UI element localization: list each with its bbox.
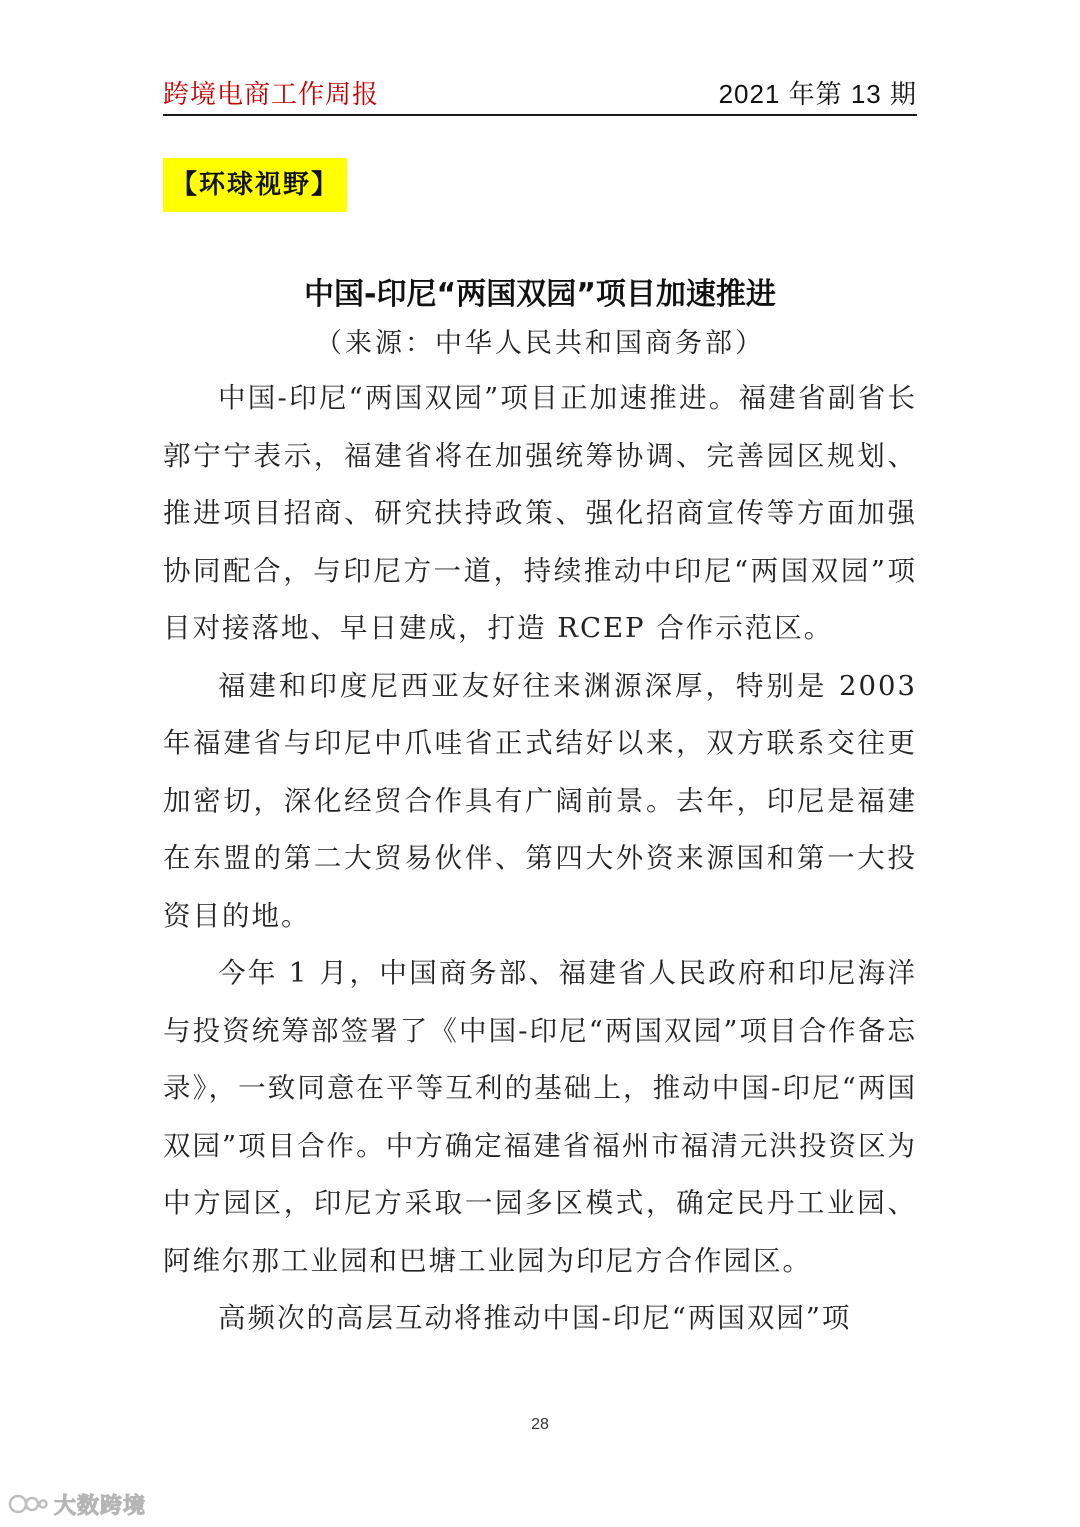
section-tag: 【环球视野】 (163, 158, 347, 212)
publication-title: 跨境电商工作周报 (163, 79, 380, 109)
header-divider (163, 114, 917, 116)
watermark (8, 1486, 146, 1522)
watermark-text: 大数跨境 (54, 1493, 147, 1519)
page-header (163, 76, 917, 112)
article-title: 中国-印尼“两国双园”项目加速推进 (304, 277, 776, 312)
paragraph: 中国-印尼“两国双园”项目正加速推进。福建省副省长郭宁宁表示，福建省将在加强统筹协调、完善园区规划、推进项目招商、研究扶持政策、强化招商宣传等方面加强协同配合，与印尼方一道，持续推动中印尼“两国双园”项目对接落地、早日建成，打造 RCEP 合作示范区。 (163, 382, 917, 644)
issue-number: 2021 年第 13 期 (718, 79, 917, 109)
paragraph: 今年 1 月，中国商务部、福建省人民政府和印尼海洋与投资统筹部签署了《中国-印尼“两国双园”项目合作备忘录》，一致同意在平等互利的基础上，推动中国-印尼“两国双园”项目合作。中方确定福建省福州市福清元洪投资区为中方园区，印尼方采取一园多区模式，确定民丹工业园、阿维尔那工业园和巴塘工业园为印尼方合作园区。 (163, 957, 917, 1277)
paragraph: 高频次的高层互动将推动中国-印尼“两国双园”项 (218, 1302, 852, 1334)
dashuo-logo-icon (8, 1491, 48, 1517)
article-source: （来源：中华人民共和国商务部） (315, 328, 765, 359)
page-number: 28 (531, 1416, 549, 1433)
article-body (163, 370, 917, 1348)
paragraph: 福建和印度尼西亚友好往来渊源深厚，特别是 2003 年福建省与印尼中爪哇省正式结好以来，双方联系交往更加密切，深化经贸合作具有广阔前景。去年，印尼是福建在东盟的第二大贸易伙伴、第四大外资来源国和第一大投资目的地。 (163, 669, 917, 932)
